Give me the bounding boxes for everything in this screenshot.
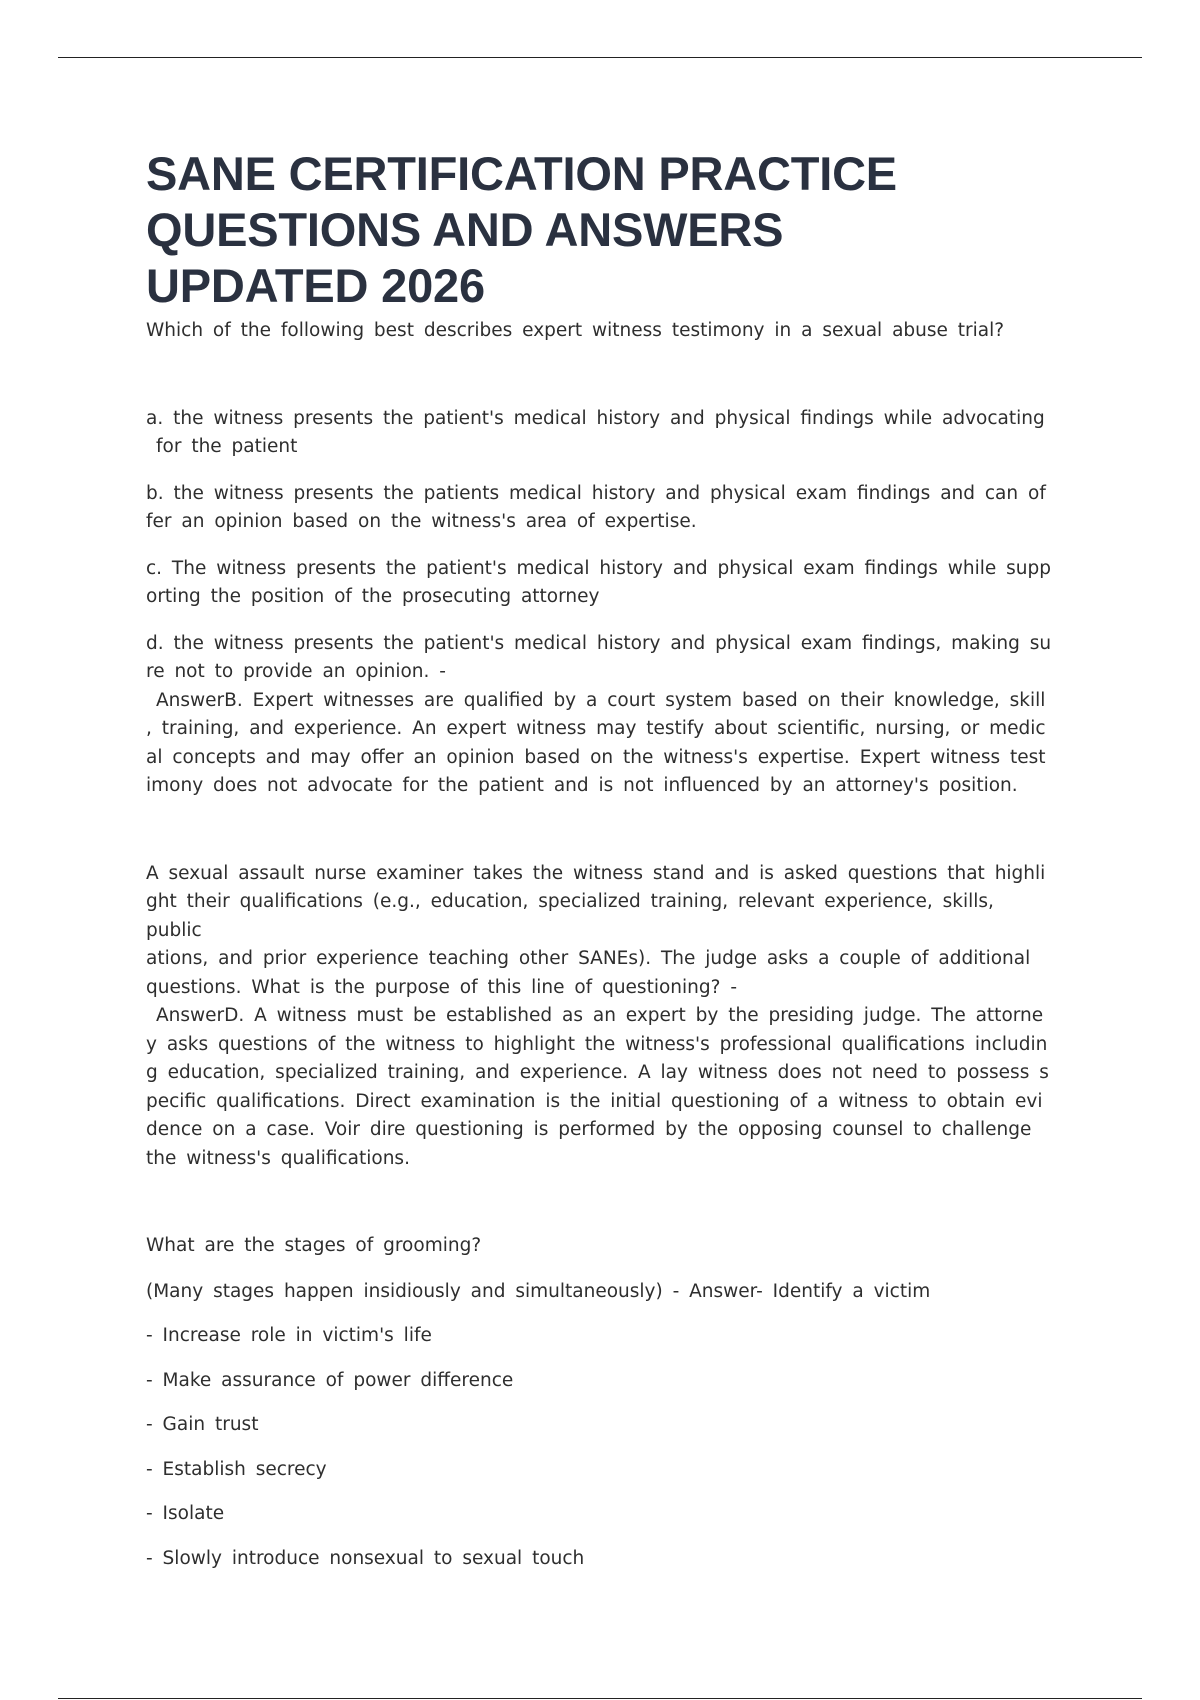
line: questions. What is the purpose of this line of questioning? - [146, 976, 737, 998]
line: ght their qualifications (e.g., education, specialized training, relevant experience, skills, public [146, 891, 994, 941]
document-title [146, 146, 1056, 314]
top-rule [58, 57, 1142, 58]
line: ations, and prior experience teaching other SANEs). The judge asks a couple of additional [146, 948, 1031, 969]
line: AnswerD. A witness must be established as an expert by the presiding judge. The attorne [156, 1005, 1044, 1026]
q1-option-d [146, 630, 1056, 687]
line: b. the witness presents the patients medical history and physical exam findings and can of [146, 482, 1046, 504]
line: the witness's qualifications. [146, 1147, 410, 1169]
line: pecific qualifications. Direct examination is the initial questioning of a witness to obtain evi [146, 1090, 1043, 1112]
q1-question: Which of the following best describes expert witness testimony in a sexual abuse trial? [146, 320, 1005, 341]
q2-question [146, 860, 1056, 1003]
q3-list [146, 1322, 1056, 1573]
q3-lead: (Many stages happen insidiously and simultaneously) - Answer- Identify a victim [146, 1280, 931, 1302]
line: orting the position of the prosecuting attorney [146, 586, 600, 607]
line: dence on a case. Voir dire questioning is performed by the opposing counsel to challenge [146, 1119, 1032, 1140]
list-item: - Gain trust [146, 1414, 259, 1435]
line: A sexual assault nurse examiner takes the witness stand and is asked questions that highli [146, 862, 1046, 884]
line: y asks questions of the witness to highlight the witness's professional qualifications includin [146, 1033, 1048, 1055]
line: AnswerB. Expert witnesses are qualified by a court system based on their knowledge, skill [156, 689, 1046, 711]
title-line: SANE CERTIFICATION PRACTICE [146, 147, 897, 200]
list-item: - Isolate [146, 1503, 225, 1524]
bottom-rule [58, 1698, 1142, 1699]
q1-option-b [146, 480, 1056, 537]
line: d. the witness presents the patient's medical history and physical exam findings, making su [146, 632, 1052, 654]
title-line: QUESTIONS AND ANSWERS [146, 203, 784, 256]
list-item: - Make assurance of power difference [146, 1369, 514, 1391]
q1-answer [146, 687, 1056, 801]
line: , training, and experience. An expert witness may testify about scientific, nursing, or medic [146, 718, 1046, 739]
line: al concepts and may offer an opinion based on the witness's expertise. Expert witness test [146, 746, 1046, 768]
q1-option-a [146, 405, 1056, 462]
line: a. the witness presents the patient's medical history and physical findings while advocating [146, 407, 1045, 429]
q1-option-c [146, 555, 1056, 612]
q2-answer [146, 1002, 1056, 1173]
document-content [146, 146, 1056, 1573]
line: g education, specialized training, and experience. A lay witness does not need to possess s [146, 1062, 1049, 1083]
line: fer an opinion based on the witness's area of expertise. [146, 511, 697, 532]
title-line: UPDATED 2026 [146, 259, 485, 312]
line: for the patient [156, 436, 298, 457]
q3-question: What are the stages of grooming? [146, 1235, 482, 1256]
line: imony does not advocate for the patient and is not influenced by an attorney's position. [146, 775, 1018, 796]
line: re not to provide an opinion. - [146, 661, 446, 682]
list-item: - Increase role in victim's life [146, 1325, 432, 1346]
list-item: - Establish secrecy [146, 1458, 327, 1480]
line: c. The witness presents the patient's medical history and physical exam findings while supp [146, 557, 1052, 579]
list-item: - Slowly introduce nonsexual to sexual touch [146, 1547, 585, 1569]
